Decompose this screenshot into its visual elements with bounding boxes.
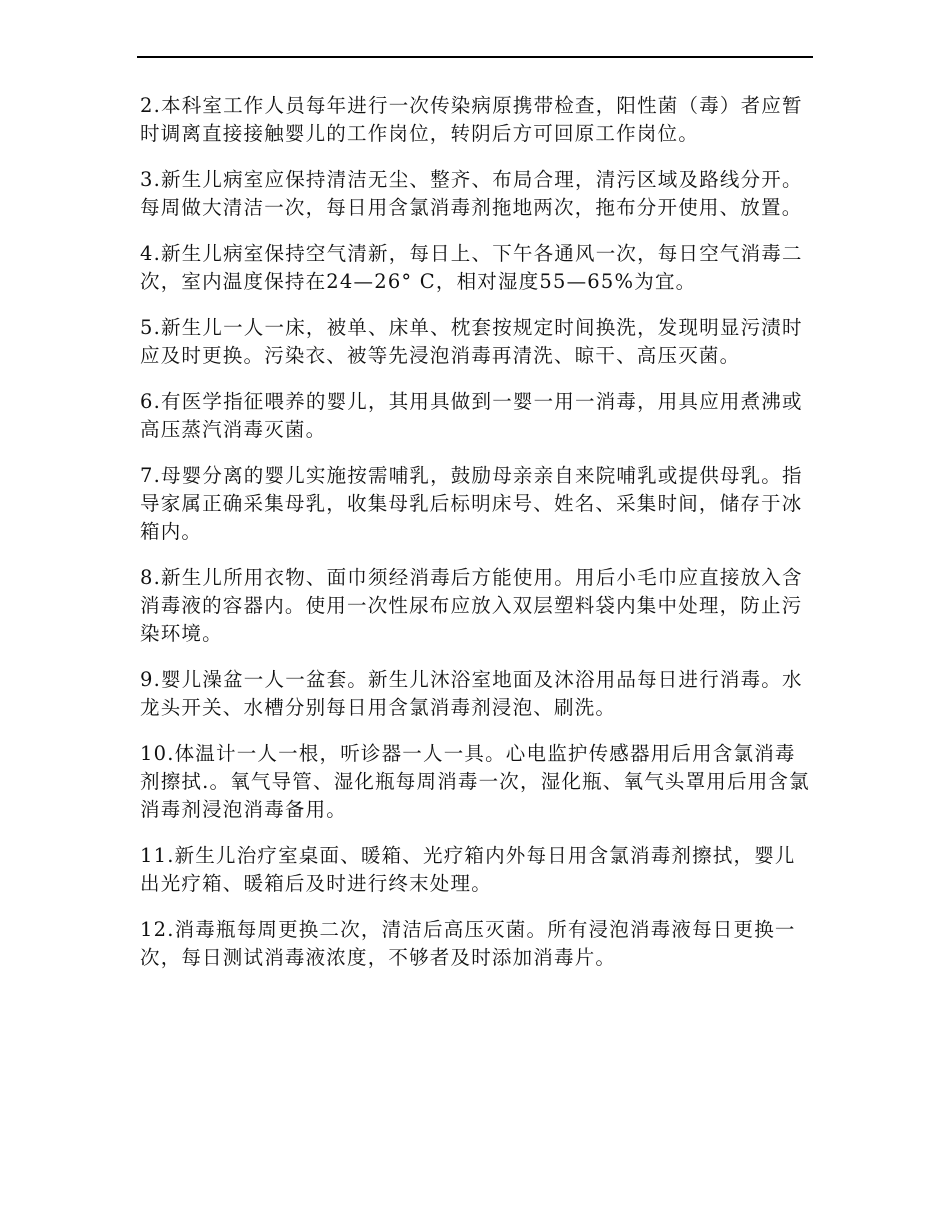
header-rule (137, 56, 813, 58)
paragraph-item-8: 8.新生儿所用衣物、面巾须经消毒后方能使用。用后小毛巾应直接放入含消毒液的容器内。使用一次性尿布应放入双层塑料袋内集中处理，防止污染环境。 (140, 566, 803, 645)
paragraph-item-6: 6.有医学指征喂养的婴儿，其用具做到一婴一用一消毒，用具应用煮沸或高压蒸汽消毒灭菌。 (140, 390, 803, 441)
paragraph-item-10: 10.体温计一人一根，听诊器一人一具。心电监护传感器用后用含氯消毒剂擦拭.。氧气导管、湿化瓶每周消毒一次，湿化瓶、氧气头罩用后用含氯消毒剂浸泡消毒备用。 (140, 742, 810, 821)
paragraph-item-5: 5.新生儿一人一床，被单、床单、枕套按规定时间换洗，发现明显污渍时应及时更换。污染衣、被等先浸泡消毒再清洗、晾干、高压灭菌。 (140, 316, 803, 367)
paragraph-item-7: 7.母婴分离的婴儿实施按需哺乳，鼓励母亲亲自来院哺乳或提供母乳。指导家属正确采集母乳，收集母乳后标明床号、姓名、采集时间，储存于冰箱内。 (140, 464, 803, 543)
paragraph-item-3: 3.新生儿病室应保持清洁无尘、整齐、布局合理，清污区域及路线分开。每周做大清洁一次，每日用含氯消毒剂拖地两次，拖布分开使用、放置。 (140, 168, 803, 219)
paragraph-item-4: 4.新生儿病室保持空气清新，每日上、下午各通风一次，每日空气消毒二次，室内温度保持在24—26° C，相对湿度55—65%为宜。 (140, 242, 803, 293)
paragraph-item-12: 12.消毒瓶每周更换二次，清洁后高压灭菌。所有浸泡消毒液每日更换一次，每日测试消毒液浓度，不够者及时添加消毒片。 (140, 918, 796, 969)
paragraph-item-9: 9.婴儿澡盆一人一盆套。新生儿沐浴室地面及沐浴用品每日进行消毒。水龙头开关、水槽分别每日用含氯消毒剂浸泡、刷洗。 (140, 668, 803, 719)
document-body (140, 92, 812, 990)
paragraph-item-2: 2.本科室工作人员每年进行一次传染病原携带检查，阳性菌（毒）者应暂时调离直接接触婴儿的工作岗位，转阴后方可回原工作岗位。 (140, 94, 803, 145)
paragraph-item-11: 11.新生儿治疗室桌面、暖箱、光疗箱内外每日用含氯消毒剂擦拭，婴儿出光疗箱、暖箱后及时进行终末处理。 (140, 844, 796, 895)
